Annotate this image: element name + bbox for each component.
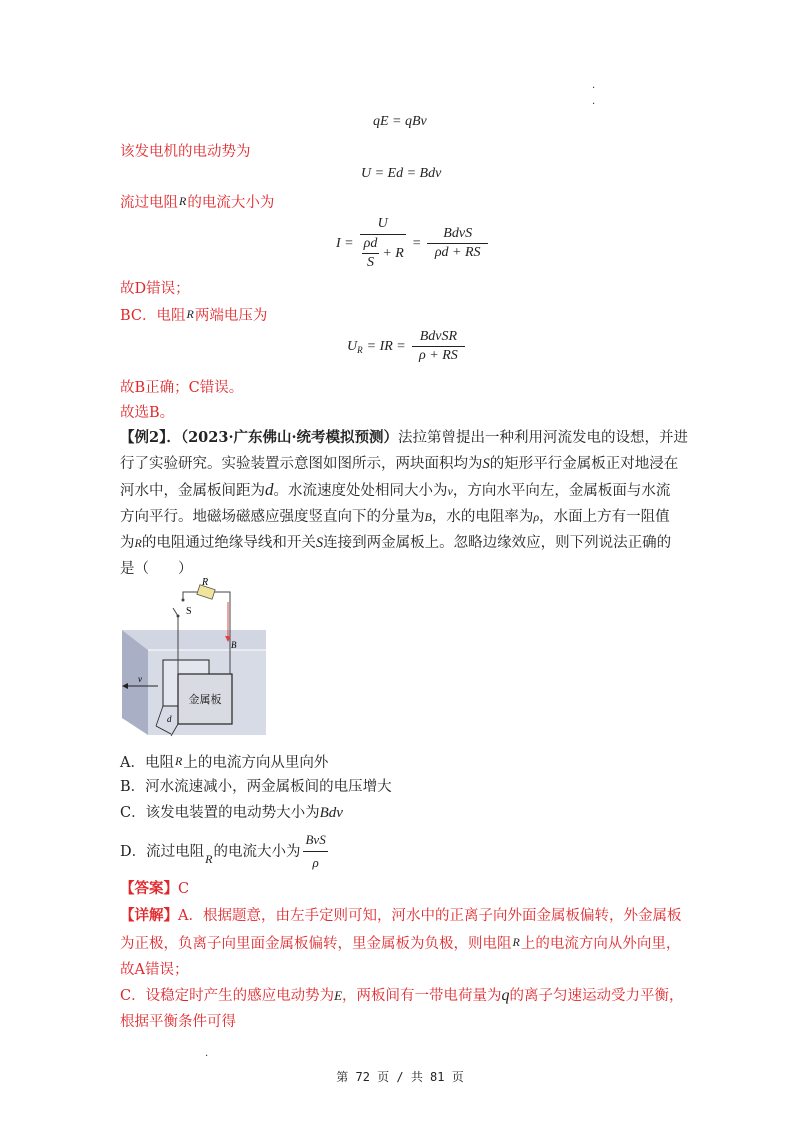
- symbol-r: R: [179, 194, 187, 208]
- option-c: C．该发电装置的电动势大小为Bdv: [120, 805, 343, 821]
- bc-label: BC．电阻R两端电压为: [120, 307, 268, 324]
- page-footer: 第 72 页 / 共 81 页: [336, 1070, 464, 1084]
- equation-current: I = U $\frac{\rho d}{S}$ + R = $\frac{\text{BdvS}}{\rho d + RS}$: [336, 216, 490, 271]
- equation-ur: U $_R$ = IR = $\frac{\text{BdvSR}}{\rho + RS}$: [347, 329, 467, 364]
- top-mark-2: .: [592, 96, 596, 107]
- emf-label: 该发电机的电动势为: [120, 144, 251, 160]
- equation-qe-qbv: qE = qBv: [373, 114, 427, 129]
- option-b: B．河水流速减小，两金属板间的电压增大: [120, 779, 392, 795]
- experiment-figure: [118, 578, 268, 738]
- bottom-mark: .: [205, 1048, 209, 1059]
- d-wrong: 故D错误；: [120, 281, 190, 297]
- svg-text:B: B: [231, 640, 237, 650]
- equation-u-ed-bdv: U = Ed = Bdv: [361, 166, 442, 181]
- svg-text:d: d: [167, 714, 172, 724]
- b-correct: 故B正确；C错误。: [120, 380, 244, 396]
- detail-explanation: 【详解】A．根据题意，由左手定则可知，河水中的正离子向外面金属板偏转，外金属板 为正极，负离子向里面金属板偏转，里金属板为负极，则电阻R上的电流方向从外向里， 故A错误； C．设稳定时产生的感应电动势为E，两板间有一带电荷量为q的离子匀速运动受力平衡， 根据平衡条件可得: [120, 907, 684, 1030]
- current-label: 流过电阻R的电流大小为: [120, 194, 275, 211]
- svg-text:R: R: [202, 578, 209, 588]
- option-a: A．电阻R上的电流方向从里向外: [120, 754, 329, 771]
- answer: 【答案】C: [120, 880, 190, 897]
- top-mark-1: .: [592, 80, 596, 91]
- example-source: （2023·广东佛山·统考模拟预测）: [180, 429, 399, 446]
- svg-text:v: v: [138, 674, 142, 684]
- symbol-r: R: [186, 307, 194, 321]
- plate-label: 金属板: [188, 693, 222, 706]
- svg-text:S: S: [186, 606, 192, 617]
- choose-b: 故选B。: [120, 405, 175, 421]
- wire-switch-top: [183, 592, 198, 600]
- example-2-question: 【例2】．（2023·广东佛山·统考模拟预测）法拉第曾提出一种利用河流发电的设想，并进 行了实验研究。实验装置示意图如图所示，两块面积均为S的矩形平行金属板正对地浸在 河水中，金属板间距为d。水流速度处处相同大小为v，方向水平向左，金属板面与水流 方向平行。地磁场磁感应强度竖直向下的分量为B，水的电阻率为ρ，水面上方有一阻值 为R的电阻通过绝缘导线和开关S连接到两金属板上。忽略边缘效应，则下列说法正确的 是（ ）: [120, 429, 689, 577]
- option-d: D．流过电阻 R 的电流大小为 $\frac{\text{BvS}}{\rho}$: [120, 832, 326, 870]
- example-tag: 【例2】．: [120, 429, 181, 446]
